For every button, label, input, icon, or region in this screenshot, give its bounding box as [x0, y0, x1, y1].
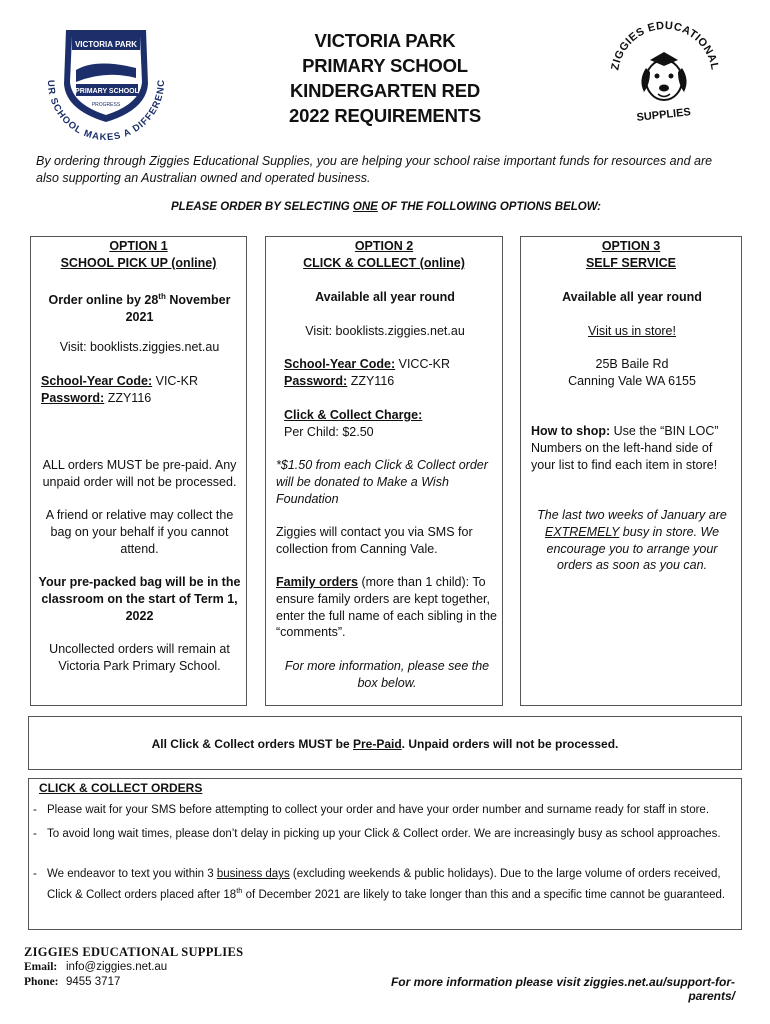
- order-instructions: [36, 201, 736, 213]
- option-3-box: [520, 236, 742, 706]
- option-3-available: Available all year round: [562, 290, 702, 304]
- school-logo: [36, 22, 176, 142]
- option-1-friend: A friend or relative may collect the bag on your behalf if you cannot attend.: [45, 508, 234, 556]
- notice-text: All Click & Collect orders MUST be: [151, 737, 353, 751]
- option-1-title: OPTION 1: [109, 239, 168, 253]
- ziggies-logo: [604, 18, 722, 126]
- click-collect-box: [28, 778, 742, 930]
- order-by-year: 2021: [125, 309, 154, 324]
- option-1-order-by: [37, 289, 242, 326]
- order-by-text: Order online by 28: [48, 293, 159, 308]
- title-line: KINDERGARTEN RED: [289, 80, 481, 101]
- how-label: How to shop:: [531, 424, 611, 438]
- option-1-heading: [31, 238, 246, 272]
- logo-arc-text: ZIGGIES EDUCATIONAL: [609, 19, 721, 72]
- busy-text: The last two weeks of January are: [537, 508, 727, 522]
- list-item-text: Please wait for your SMS before attempting to collect your order and have your order number and surname ready for staff in store.: [47, 804, 710, 816]
- option-3-subtitle: SELF SERVICE: [585, 255, 677, 270]
- code-value: VICC-KR: [395, 357, 451, 371]
- title-line: VICTORIA PARK: [314, 30, 456, 51]
- order-heading-text: OF THE FOLLOWING OPTIONS BELOW:: [377, 201, 601, 213]
- option-1-prepaid: ALL orders MUST be pre-paid. Any unpaid order will not be processed.: [42, 458, 237, 489]
- phone-line: [24, 976, 120, 988]
- logo-badge-middle: PRIMARY SCHOOL: [75, 88, 139, 95]
- password-label: Password:: [284, 373, 348, 388]
- order-heading-emphasis: ONE: [352, 201, 378, 213]
- address-line: Canning Vale WA 6155: [568, 373, 696, 388]
- option-2-sms: Ziggies will contact you via SMS for collection from Canning Vale.: [276, 525, 473, 556]
- bullet-dash: -: [33, 828, 37, 840]
- option-3-busy-note: [529, 507, 735, 574]
- option-3-heading: [521, 238, 741, 272]
- logo-bottom-text: SUPPLIES: [636, 106, 692, 124]
- list-item: [33, 803, 733, 819]
- company-name: ZIGGIES EDUCATIONAL SUPPLIES: [24, 945, 244, 959]
- logo-badge-top: VICTORIA PARK: [74, 40, 138, 49]
- option-1-uncollected: Uncollected orders will remain at Victoria Park Primary School.: [49, 642, 230, 673]
- option-2-visit: Visit: booklists.ziggies.net.au: [305, 324, 465, 338]
- option-2-available: Available all year round: [315, 290, 455, 304]
- family-text: (more than 1 child): To ensure family orders are kept together, enter the full name of each sibling in the “comments”.: [276, 575, 497, 640]
- option-1-subtitle: SCHOOL PICK UP (online): [60, 255, 217, 270]
- option-2-charge: [284, 407, 494, 441]
- code-value: VIC-KR: [152, 374, 198, 388]
- phone-number: 9455 3717: [66, 976, 121, 988]
- how-text: Use the “BIN LOC” Numbers on the left-hand side of your list to find each item in store!: [531, 424, 719, 472]
- list-item-text: To avoid long wait times, please don’t delay in picking up your Click & Collect order. We are increasingly busy as school approaches.: [47, 828, 721, 840]
- option-3-title: OPTION 3: [601, 239, 661, 253]
- code-label: School-Year Code:: [41, 374, 153, 388]
- option-1-bag-note: Your pre-packed bag will be in the classroom on the start of Term 1, 2022: [38, 575, 241, 623]
- option-1-visit: Visit: booklists.ziggies.net.au: [59, 340, 220, 354]
- item-underline: business days: [216, 868, 290, 880]
- order-by-text: November: [165, 293, 231, 308]
- bullet-dash: -: [33, 868, 37, 880]
- item-text: (excluding weekends & public holidays). Due to the large volume of orders received, Click & Collect orders placed after 18: [47, 868, 721, 901]
- dog-icon: [641, 52, 686, 100]
- item-text: of December 2021 are likely to take longer than this and a specific time cannot be guaranteed.: [242, 888, 726, 901]
- email-label: Email:: [24, 961, 58, 973]
- list-item: [33, 867, 733, 903]
- busy-text: busy in store. We encourage you to arrange your orders as soon as you can.: [546, 524, 720, 573]
- charge-label: Click & Collect Charge:: [284, 408, 423, 422]
- password-label: Password:: [41, 390, 105, 405]
- option-2-title: OPTION 2: [354, 239, 414, 253]
- option-2-box: [265, 236, 503, 706]
- family-label: Family orders: [276, 575, 358, 589]
- support-link[interactable]: For more information please visit ziggies.net.au/support-for-parents/: [390, 975, 735, 1003]
- order-heading-text: PLEASE ORDER BY SELECTING: [171, 201, 353, 213]
- logo-motto: UR SCHOOL MAKES A DIFFERENC: [44, 78, 168, 142]
- option-3-visit: Visit us in store!: [587, 324, 676, 338]
- title-line: 2022 REQUIREMENTS: [289, 105, 481, 126]
- busy-emphasis: EXTREMELY: [544, 524, 620, 539]
- option-3-how-to-shop: [531, 423, 737, 473]
- option-2-donation: *$1.50 from each Click & Collect order will be donated to Make a Wish Foundation: [276, 458, 488, 506]
- notice-text: . Unpaid orders will not be processed.: [401, 737, 619, 751]
- email-line: [24, 961, 167, 973]
- option-2-credentials: [284, 356, 494, 390]
- option-2-heading: [266, 238, 502, 272]
- password-value: ZZY116: [104, 390, 152, 405]
- charge-value: Per Child: $2.50: [284, 424, 374, 439]
- option-1-credentials: [41, 373, 241, 407]
- bullet-dash: -: [33, 804, 37, 816]
- logo-badge-bottom: PROGRESS: [91, 102, 121, 108]
- list-item-text: [47, 867, 733, 903]
- page-title: [240, 28, 530, 128]
- item-text: We endeavor to text you within 3: [47, 868, 217, 880]
- click-collect-title: CLICK & COLLECT ORDERS: [39, 781, 203, 795]
- intro-text: By ordering through Ziggies Educational Supplies, you are helping your school raise important funds for resources and are also supporting an Australian owned and operated business.: [36, 154, 713, 185]
- option-2-more-info: For more information, please see the box below.: [284, 659, 490, 690]
- option-3-address: [527, 356, 737, 390]
- title-line: PRIMARY SCHOOL: [302, 55, 468, 76]
- prepaid-notice: [28, 716, 742, 770]
- order-by-sup: th: [158, 292, 166, 301]
- option-2-family: [276, 574, 498, 641]
- list-item: [33, 827, 733, 843]
- password-value: ZZY116: [347, 373, 395, 388]
- notice-emphasis: Pre-Paid: [352, 737, 402, 751]
- option-1-box: [30, 236, 247, 706]
- email-link[interactable]: info@ziggies.net.au: [66, 961, 168, 973]
- option-2-subtitle: CLICK & COLLECT (online): [303, 255, 465, 270]
- phone-label: Phone:: [24, 976, 59, 988]
- address-line: 25B Baile Rd: [595, 357, 669, 371]
- code-label: School-Year Code:: [284, 357, 396, 371]
- item-sup: th: [236, 885, 243, 895]
